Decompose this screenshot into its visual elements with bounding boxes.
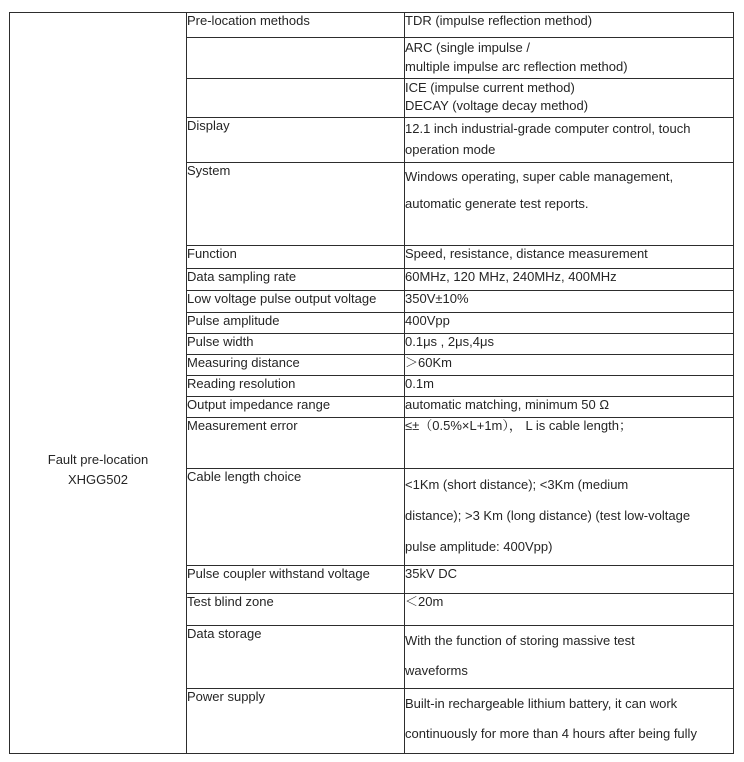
- spec-label: Low voltage pulse output voltage: [187, 291, 405, 313]
- spec-table: [9, 12, 734, 754]
- spec-value: [405, 594, 734, 626]
- spec-label: [187, 38, 405, 79]
- spec-label: Data storage: [187, 626, 405, 689]
- spec-value: [405, 689, 734, 754]
- spec-label: System: [187, 163, 405, 246]
- spec-value: [405, 334, 734, 355]
- spec-value-line: 0.1μs , 2μs,4μs: [405, 334, 494, 349]
- spec-label: Pulse amplitude: [187, 313, 405, 334]
- spec-label: Data sampling rate: [187, 269, 405, 291]
- spec-label: Output impedance range: [187, 397, 405, 418]
- spec-value-line: 60MHz, 120 MHz, 240MHz, 400MHz: [405, 269, 617, 284]
- table-row: [10, 13, 734, 38]
- spec-value: [405, 376, 734, 397]
- spec-value-line: DECAY (voltage decay method): [405, 98, 589, 113]
- spec-value: [405, 13, 734, 38]
- spec-value-line: ＞60Km: [405, 355, 452, 370]
- spec-value-line: distance); >3 Km (long distance) (test low-voltage: [405, 508, 691, 523]
- spec-label: Cable length choice: [187, 469, 405, 566]
- spec-label: Pulse width: [187, 334, 405, 355]
- spec-value: [405, 118, 734, 163]
- spec-value: [405, 566, 734, 594]
- spec-value: [405, 38, 734, 79]
- spec-value: [405, 313, 734, 334]
- spec-value-line: 35kV DC: [405, 566, 458, 581]
- spec-label: Power supply: [187, 689, 405, 754]
- spec-value-line: ＜20m: [405, 594, 444, 609]
- spec-value: [405, 269, 734, 291]
- spec-value-line: pulse amplitude: 400Vpp): [405, 539, 553, 554]
- spec-value: [405, 355, 734, 376]
- device-name-line2: XHGG502: [68, 472, 128, 487]
- spec-value-line: automatic generate test reports.: [405, 196, 589, 211]
- spec-value-line: automatic matching, minimum 50 Ω: [405, 397, 610, 412]
- device-name-line1: Fault pre-location: [47, 452, 149, 467]
- spec-value: [405, 418, 734, 469]
- spec-value: [405, 79, 734, 118]
- spec-value: [405, 246, 734, 269]
- spec-label: Measuring distance: [187, 355, 405, 376]
- spec-value-line: Built-in rechargeable lithium battery, it can work: [405, 696, 678, 711]
- spec-value: [405, 397, 734, 418]
- spec-value-line: Speed, resistance, distance measurement: [405, 246, 648, 261]
- spec-value-line: ICE (impulse current method): [405, 80, 575, 95]
- spec-value-line: 0.1m: [405, 376, 434, 391]
- spec-label: Display: [187, 118, 405, 163]
- spec-value-line: continuously for more than 4 hours after being fully: [405, 726, 697, 741]
- spec-label: Pulse coupler withstand voltage: [187, 566, 405, 594]
- spec-label: Test blind zone: [187, 594, 405, 626]
- spec-value-line: 350V±10%: [405, 291, 469, 306]
- spec-label: Function: [187, 246, 405, 269]
- spec-value: [405, 469, 734, 566]
- device-name: [10, 13, 186, 490]
- spec-value-line: ≤±（0.5%×L+1m）， L is cable length；: [405, 418, 632, 433]
- spec-value: [405, 291, 734, 313]
- spec-value-line: <1Km (short distance); <3Km (medium: [405, 477, 629, 492]
- spec-value: [405, 163, 734, 246]
- spec-label: [187, 79, 405, 118]
- spec-value-line: Windows operating, super cable management,: [405, 169, 674, 184]
- spec-value-line: ARC (single impulse /: [405, 40, 530, 55]
- device-name-cell: [10, 13, 187, 754]
- spec-value-line: 400Vpp: [405, 313, 450, 328]
- spec-value-line: TDR (impulse reflection method): [405, 13, 593, 28]
- spec-label: Reading resolution: [187, 376, 405, 397]
- spec-value-line: waveforms: [405, 663, 468, 678]
- spec-value-line: 12.1 inch industrial-grade computer control, touch: [405, 121, 691, 136]
- spec-label: Pre-location methods: [187, 13, 405, 38]
- spec-value-line: operation mode: [405, 142, 496, 157]
- spec-value-line: With the function of storing massive test: [405, 633, 635, 648]
- spec-value-line: multiple impulse arc reflection method): [405, 59, 628, 74]
- spec-value: [405, 626, 734, 689]
- spec-label: Measurement error: [187, 418, 405, 469]
